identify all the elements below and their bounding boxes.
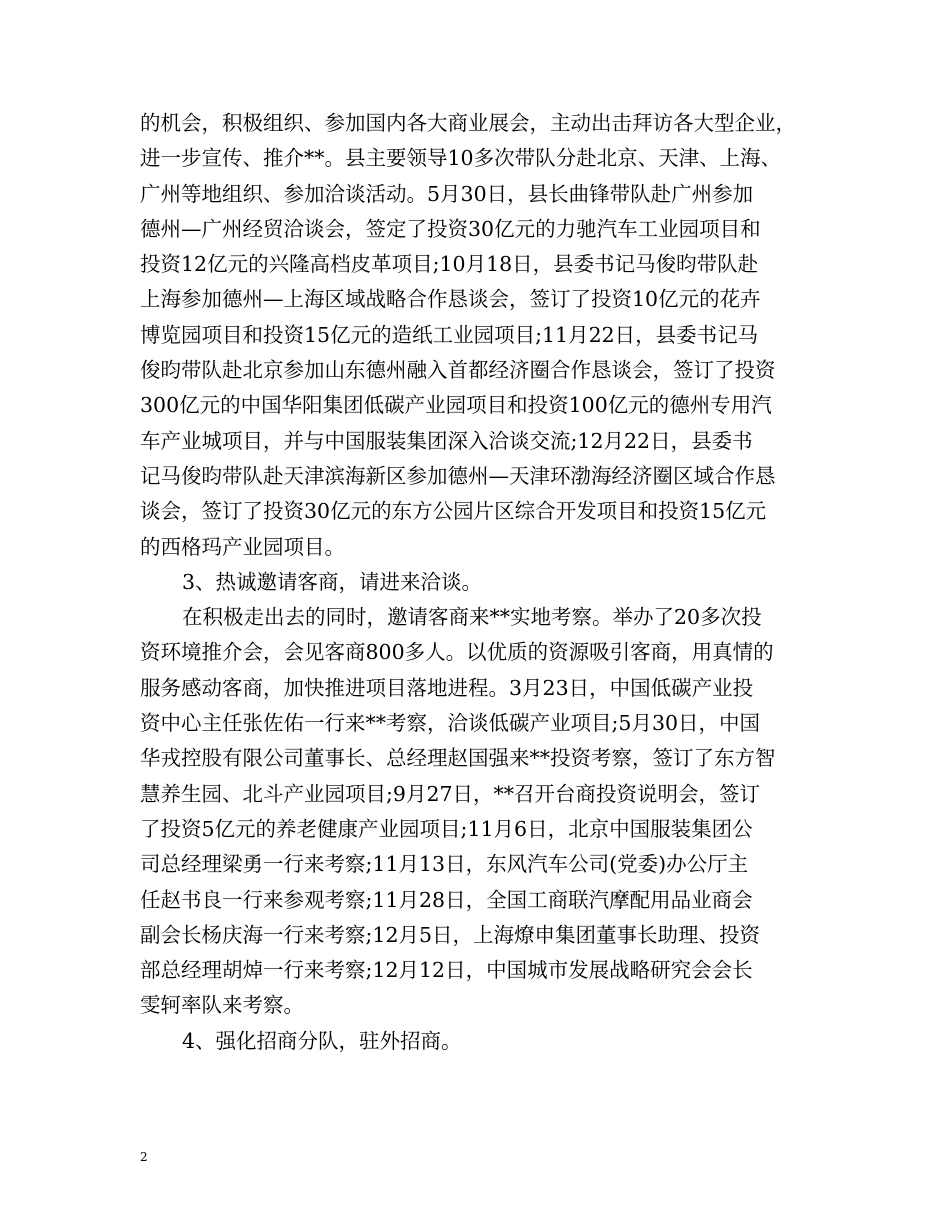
text-line: 司总经理梁勇一行来考察;11月13日，东风汽车公司(党委)办公厅主	[140, 852, 749, 877]
text-line: 博览园项目和投资15亿元的造纸工业园项目;11月22日，县委书记马	[140, 322, 759, 347]
text-line: 上海参加德州—上海区域战略合作恳谈会，签订了投资10亿元的花卉	[140, 287, 761, 312]
body-text	[140, 106, 812, 1059]
text-line: 德州—广州经贸洽谈会，签定了投资30亿元的力驰汽车工业园项目和	[140, 216, 761, 241]
section-heading: 4、强化招商分队，驻外招商。	[182, 1028, 462, 1053]
text-line: 进一步宣传、推介**。县主要领导10多次带队分赴北京、天津、上海、	[140, 146, 782, 171]
text-line: 了投资5亿元的养老健康产业园项目;11月6日，北京中国服装集团公	[140, 816, 753, 841]
text-line: 服务感动客商，加快推进项目落地进程。3月23日，中国低碳产业投	[140, 675, 754, 700]
text-line: 记马俊昀带队赴天津滨海新区参加德州—天津环渤海经济圈区域合作恳	[140, 463, 776, 488]
text-line: 资环境推介会，会见客商800多人。以优质的资源吸引客商，用真情的	[140, 640, 774, 665]
text-line: 谈会，签订了投资30亿元的东方公园片区综合开发项目和投资15亿元	[140, 499, 767, 524]
section-heading: 3、热诚邀请客商，请进来洽谈。	[182, 569, 483, 594]
text-line: 300亿元的中国华阳集团低碳产业园项目和投资100亿元的德州专用汽	[140, 393, 772, 418]
page-number: 2	[140, 1150, 148, 1164]
text-line: 广州等地组织、参加洽谈活动。5月30日，县长曲锋带队赴广州参加	[140, 181, 754, 206]
text-line: 副会长杨庆海一行来考察;12月5日，上海燎申集团董事长助理、投资	[140, 922, 761, 947]
text-line: 雯轲率队来考察。	[140, 993, 304, 1018]
text-line: 资中心主任张佐佑一行来**考察，洽谈低碳产业项目;5月30日，中国	[140, 711, 761, 736]
text-line: 投资12亿元的兴隆高档皮革项目;10月18日，县委书记马俊昀带队赴	[140, 252, 759, 277]
text-line: 在积极走出去的同时，邀请客商来**实地考察。举办了20多次投	[182, 605, 762, 630]
text-line: 部总经理胡焯一行来考察;12月12日，中国城市发展战略研究会会长	[140, 958, 753, 983]
text-line: 华戎控股有限公司董事长、总经理赵国强来**投资考察，签订了东方智	[140, 746, 776, 771]
text-line: 的机会，积极组织、参加国内各大商业展会，主动出击拜访各大型企业，	[140, 111, 796, 135]
text-line: 车产业城项目，并与中国服装集团深入洽谈交流;12月22日，县委书	[140, 428, 753, 453]
text-line: 俊昀带队赴北京参加山东德州融入首都经济圈合作恳谈会，签订了投资	[140, 358, 776, 383]
text-line: 任赵书良一行来参观考察;11月28日，全国工商联汽摩配用品业商会	[140, 887, 753, 912]
text-line: 慧养生园、北斗产业园项目;9月27日，**召开台商投资说明会，签订	[140, 781, 761, 806]
text-line: 的西格玛产业园项目。	[140, 534, 345, 559]
